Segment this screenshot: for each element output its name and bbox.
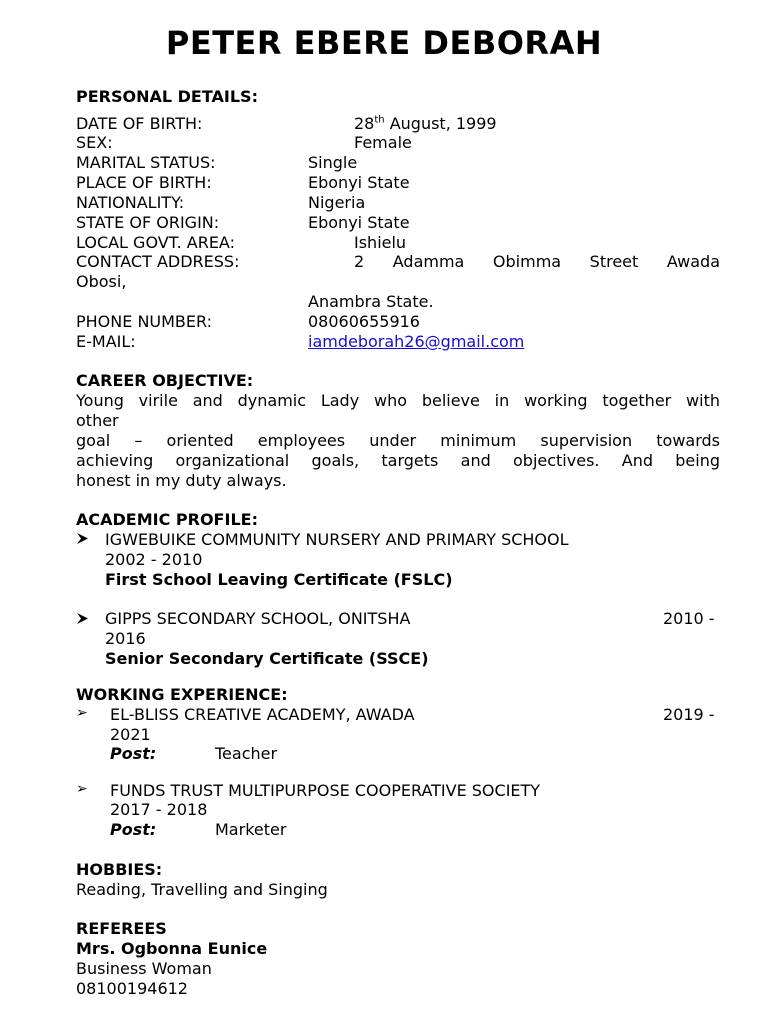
work-post-label-2: Post:	[110, 820, 157, 839]
career-objective-heading: CAREER OBJECTIVE:	[76, 371, 254, 390]
nationality-value: Nigeria	[308, 193, 366, 212]
outline-arrow-bullet-icon: ➢	[76, 705, 88, 721]
arrowhead-bullet-icon	[76, 531, 89, 549]
referee-role: Business Woman	[76, 959, 212, 978]
phone-value: 08060655916	[308, 312, 420, 331]
work-post-label-1: Post:	[110, 744, 157, 763]
academic-years-2-start: 2010 -	[663, 609, 715, 628]
work-years-1-start: 2019 -	[663, 705, 715, 724]
contact-address-line1: 2 Adamma Obimma Street Awada	[354, 252, 720, 271]
sex-label: SEX:	[76, 133, 113, 152]
arrowhead-bullet-icon	[76, 611, 89, 629]
referees-heading: REFEREES	[76, 919, 167, 938]
marital-status-value: Single	[308, 153, 358, 172]
work-post-2: Marketer	[215, 820, 287, 839]
resume-name: PETER EBERE DEBORAH	[165, 24, 603, 62]
place-of-birth-label: PLACE OF BIRTH:	[76, 173, 212, 192]
lga-value: Ishielu	[354, 233, 407, 252]
work-org-2: FUNDS TRUST MULTIPURPOSE COOPERATIVE SOCIETY	[110, 781, 541, 800]
outline-arrow-bullet-icon: ➢	[76, 781, 88, 797]
academic-school-1: IGWEBUIKE COMMUNITY NURSERY AND PRIMARY SCHOOL	[105, 530, 569, 549]
hobbies-text: Reading, Travelling and Singing	[76, 880, 328, 899]
dob-label: DATE OF BIRTH:	[76, 114, 203, 133]
contact-address-line1-wrap: Obosi,	[76, 272, 127, 291]
email-label: E-MAIL:	[76, 332, 136, 351]
referee-phone: 08100194612	[76, 979, 188, 998]
lga-label: LOCAL GOVT. AREA:	[76, 233, 235, 252]
work-years-1-end: 2021	[110, 725, 151, 744]
referee-name: Mrs. Ogbonna Eunice	[76, 939, 268, 958]
sex-value: Female	[354, 133, 412, 152]
state-of-origin-value: Ebonyi State	[308, 213, 410, 232]
phone-label: PHONE NUMBER:	[76, 312, 213, 331]
work-org-1: EL-BLISS CREATIVE ACADEMY, AWADA	[110, 705, 415, 724]
academic-cert-1: First School Leaving Certificate (FSLC)	[105, 570, 453, 589]
contact-address-line2: Anambra State.	[308, 292, 434, 311]
dob-value: 28th August, 1999	[354, 114, 497, 133]
work-post-1: Teacher	[215, 744, 278, 763]
hobbies-heading: HOBBIES:	[76, 860, 163, 879]
working-experience-heading: WORKING EXPERIENCE:	[76, 685, 288, 704]
academic-school-2: GIPPS SECONDARY SCHOOL, ONITSHA	[105, 609, 411, 628]
career-objective-line1: Young virile and dynamic Lady who believe in working together with	[76, 391, 720, 410]
work-years-2: 2017 - 2018	[110, 800, 208, 819]
nationality-label: NATIONALITY:	[76, 193, 185, 212]
marital-status-label: MARITAL STATUS:	[76, 153, 216, 172]
place-of-birth-value: Ebonyi State	[308, 173, 410, 192]
career-objective-line1-wrap: other	[76, 411, 119, 430]
academic-profile-heading: ACADEMIC PROFILE:	[76, 510, 258, 529]
academic-cert-2: Senior Secondary Certificate (SSCE)	[105, 649, 429, 668]
personal-details-heading: PERSONAL DETAILS:	[76, 87, 258, 106]
career-objective-line3: achieving organizational goals, targets and objectives. And being	[76, 451, 720, 470]
contact-address-label: CONTACT ADDRESS:	[76, 252, 240, 271]
email-link[interactable]: iamdeborah26@gmail.com	[308, 332, 525, 351]
academic-years-1: 2002 - 2010	[105, 550, 203, 569]
academic-years-2-end: 2016	[105, 629, 146, 648]
state-of-origin-label: STATE OF ORIGIN:	[76, 213, 220, 232]
career-objective-line2: goal – oriented employees under minimum supervision towards	[76, 431, 720, 450]
career-objective-line4: honest in my duty always.	[76, 471, 287, 490]
